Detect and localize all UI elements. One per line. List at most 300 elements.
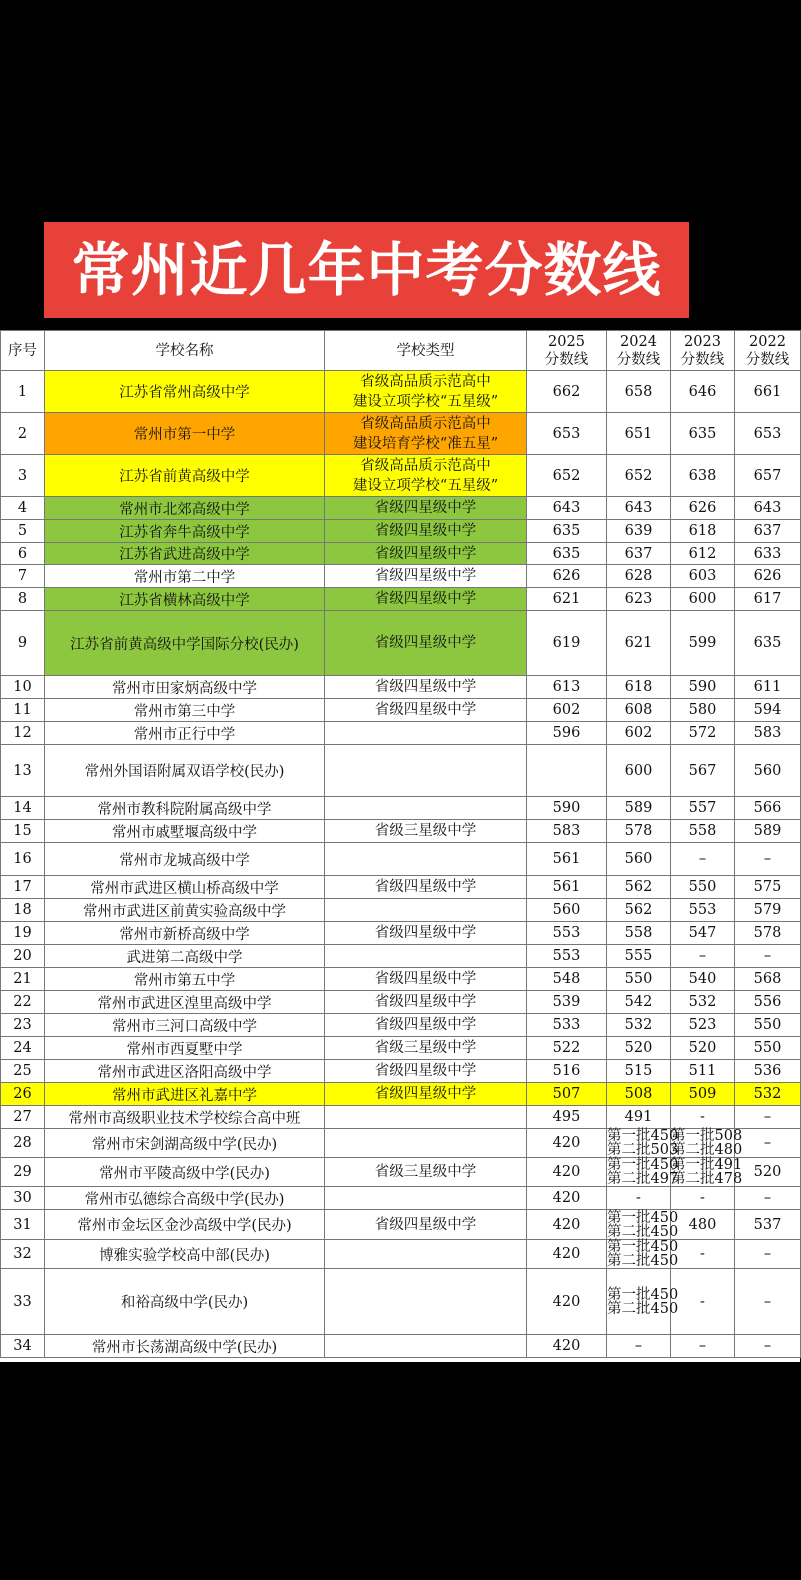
score-y2025: 653: [527, 413, 607, 455]
school-type-cell: [325, 820, 527, 843]
school-name-cell: 常州市武进区横山桥高级中学: [45, 876, 325, 899]
score-y2022: 637: [735, 520, 801, 543]
score-y2022: –: [735, 1187, 801, 1210]
row-number: 4: [1, 497, 45, 520]
score-y2025: 561: [527, 843, 607, 876]
score-y2024: 628: [607, 565, 671, 588]
school-name-cell: 江苏省横林高级中学: [45, 588, 325, 611]
school-name-cell: 常州市宋剑湖高级中学(民办): [45, 1129, 325, 1158]
score-y2025: 420: [527, 1187, 607, 1210]
school-type-cell: [325, 1129, 527, 1158]
school-name-cell: 常州市平陵高级中学(民办): [45, 1158, 325, 1187]
header-school: 学校名称: [45, 331, 325, 371]
row-number: 3: [1, 455, 45, 497]
school-type-cell: [325, 843, 527, 876]
row-number: 10: [1, 676, 45, 699]
school-type-line: 建设培育学校“准五星”: [352, 435, 499, 452]
school-name-cell: 常州市长荡湖高级中学(民办): [45, 1335, 325, 1358]
score-y2022: 520: [735, 1158, 801, 1187]
table-row: [1, 1240, 801, 1269]
table-row: [1, 611, 801, 676]
row-number: 29: [1, 1158, 45, 1187]
row-number: 13: [1, 745, 45, 797]
table-row: [1, 1129, 801, 1158]
table-row: [1, 1014, 801, 1037]
table-row: [1, 968, 801, 991]
school-type-cell: [325, 1240, 527, 1269]
school-type-cell: [325, 745, 527, 797]
school-type-cell: [325, 520, 527, 543]
table-row: [1, 1060, 801, 1083]
row-number: 9: [1, 611, 45, 676]
score-y2025: 420: [527, 1158, 607, 1187]
batch-score: 第二批497: [607, 1171, 679, 1187]
school-name-cell: 常州市武进区前黄实验高级中学: [45, 899, 325, 922]
header-2025: 2025 分数线: [527, 331, 607, 371]
batch-score: 第一批508: [671, 1128, 743, 1144]
score-y2024: 639: [607, 520, 671, 543]
row-number: 14: [1, 797, 45, 820]
school-type-line: 省级四星级中学: [374, 635, 477, 651]
score-y2024: 658: [607, 371, 671, 413]
school-type-line: 省级四星级中学: [374, 994, 477, 1010]
school-type-cell: [325, 968, 527, 991]
row-number: 20: [1, 945, 45, 968]
row-number: 1: [1, 371, 45, 413]
score-y2025: 602: [527, 699, 607, 722]
score-y2024: 621: [607, 611, 671, 676]
score-y2023: 558: [671, 820, 735, 843]
score-y2024: [607, 1157, 679, 1187]
row-number: 33: [1, 1269, 45, 1335]
school-type-cell: [325, 922, 527, 945]
score-y2025: 619: [527, 611, 607, 676]
school-type-cell: [325, 1269, 527, 1335]
score-y2024: –: [607, 1335, 671, 1358]
school-type-line: 省级三星级中学: [374, 1040, 477, 1056]
batch-score: 第二批450: [607, 1300, 679, 1317]
school-name-cell: 常州市龙城高级中学: [45, 843, 325, 876]
table-row: [1, 699, 801, 722]
school-name-cell: 江苏省奔牛高级中学: [45, 520, 325, 543]
score-y2025: 621: [527, 588, 607, 611]
row-number: 17: [1, 876, 45, 899]
score-y2024: 562: [607, 899, 671, 922]
batch-score: 第二批478: [671, 1171, 743, 1187]
score-y2023: 547: [671, 922, 735, 945]
score-y2022: 626: [735, 565, 801, 588]
score-y2022: –: [735, 1106, 801, 1129]
score-y2023: 646: [671, 371, 735, 413]
school-type-cell: [325, 565, 527, 588]
table-row: [1, 1335, 801, 1358]
score-y2023: 550: [671, 876, 735, 899]
school-type-line: 省级高品质示范高中: [360, 457, 491, 474]
school-name-cell: 常州市武进区湟里高级中学: [45, 991, 325, 1014]
score-y2022: 537: [735, 1210, 801, 1240]
row-number: 31: [1, 1210, 45, 1240]
score-y2024: 602: [607, 722, 671, 745]
score-y2025: 662: [527, 371, 607, 413]
row-number: 32: [1, 1240, 45, 1269]
table-row: [1, 1210, 801, 1240]
school-name-cell: 江苏省前黄高级中学: [45, 455, 325, 497]
score-y2025: 613: [527, 676, 607, 699]
school-type-cell: [325, 497, 527, 520]
header-no: 序号: [1, 331, 45, 371]
table-row: [1, 520, 801, 543]
score-y2025: 560: [527, 899, 607, 922]
score-y2025: 507: [527, 1083, 607, 1106]
school-type-cell: [325, 1335, 527, 1358]
score-y2023: 572: [671, 722, 735, 745]
school-name-cell: 常州市田家炳高级中学: [45, 676, 325, 699]
score-y2023: 600: [671, 588, 735, 611]
header-type: 学校类型: [325, 331, 527, 371]
score-y2024: 589: [607, 797, 671, 820]
score-y2025: 539: [527, 991, 607, 1014]
school-name-cell: 常州市新桥高级中学: [45, 922, 325, 945]
school-type-cell: [325, 611, 527, 676]
school-name-cell: 常州市武进区礼嘉中学: [45, 1083, 325, 1106]
score-y2022: –: [735, 1269, 801, 1335]
school-type-cell: [325, 588, 527, 611]
row-number: 5: [1, 520, 45, 543]
school-name-cell: 常州市高级职业技术学校综合高中班: [45, 1106, 325, 1129]
table-row: [1, 565, 801, 588]
score-y2022: 532: [735, 1083, 801, 1106]
school-type-cell: [325, 413, 527, 455]
table-row: [1, 497, 801, 520]
score-y2025: 553: [527, 922, 607, 945]
row-number: 21: [1, 968, 45, 991]
score-y2024: 532: [607, 1014, 671, 1037]
score-y2023: 567: [671, 745, 735, 797]
school-type-line: 省级四星级中学: [374, 1216, 477, 1233]
school-name-cell: 江苏省前黄高级中学国际分校(民办): [45, 611, 325, 676]
score-y2023: -: [671, 1187, 735, 1210]
score-y2024: 520: [607, 1037, 671, 1060]
school-name-cell: 常州市北郊高级中学: [45, 497, 325, 520]
score-y2025: 420: [527, 1129, 607, 1158]
score-y2024: 491: [607, 1106, 671, 1129]
score-y2025: 596: [527, 722, 607, 745]
school-type-line: 省级四星级中学: [374, 591, 477, 607]
score-y2022: 536: [735, 1060, 801, 1083]
batch-score: 第二批450: [607, 1223, 679, 1240]
batch-score: 第一批450: [607, 1209, 679, 1226]
score-y2022: 579: [735, 899, 801, 922]
school-type-cell: [325, 1060, 527, 1083]
school-type-cell: [325, 722, 527, 745]
row-number: 30: [1, 1187, 45, 1210]
school-type-cell: [325, 676, 527, 699]
school-type-line: 省级四星级中学: [374, 925, 477, 941]
table-row: [1, 676, 801, 699]
score-y2023: 480: [671, 1210, 735, 1240]
score-y2024: 600: [607, 745, 671, 797]
score-y2024: 578: [607, 820, 671, 843]
school-type-cell: [325, 371, 527, 413]
score-y2023: 532: [671, 991, 735, 1014]
score-y2022: –: [735, 1335, 801, 1358]
table-row: [1, 876, 801, 899]
score-y2025: 420: [527, 1210, 607, 1240]
score-y2022: 556: [735, 991, 801, 1014]
score-y2023: [671, 1128, 743, 1158]
school-type-cell: [325, 1106, 527, 1129]
school-type-line: 省级四星级中学: [374, 523, 477, 539]
row-number: 26: [1, 1083, 45, 1106]
score-y2023: -: [671, 1106, 735, 1129]
score-y2023: 638: [671, 455, 735, 497]
score-y2023: 599: [671, 611, 735, 676]
score-y2025: 583: [527, 820, 607, 843]
row-number: 22: [1, 991, 45, 1014]
score-y2023: -: [671, 1240, 735, 1269]
school-type-line: 省级四星级中学: [374, 500, 477, 516]
batch-score: 第二批450: [607, 1253, 679, 1269]
score-y2023: 557: [671, 797, 735, 820]
score-y2024: [607, 1128, 679, 1158]
score-y2024: 560: [607, 843, 671, 876]
school-type-line: 省级四星级中学: [374, 879, 477, 895]
score-y2025: 561: [527, 876, 607, 899]
school-type-line: 建设立项学校“五星级”: [352, 393, 499, 410]
batch-score: 第一批450: [607, 1286, 679, 1303]
score-y2024: 562: [607, 876, 671, 899]
score-y2024: [607, 1209, 679, 1240]
header-2022: 2022 分数线: [735, 331, 801, 371]
score-y2022: 617: [735, 588, 801, 611]
batch-score: 第一批491: [671, 1157, 743, 1173]
row-number: 15: [1, 820, 45, 843]
score-y2022: 560: [735, 745, 801, 797]
score-y2022: 594: [735, 699, 801, 722]
header-row: [1, 331, 801, 371]
school-type-line: 省级四星级中学: [374, 971, 477, 987]
score-y2025: 548: [527, 968, 607, 991]
school-type-line: 省级高品质示范高中: [360, 373, 491, 390]
school-name-cell: 常州市西夏墅中学: [45, 1037, 325, 1060]
school-type-line: 省级高品质示范高中: [360, 415, 491, 432]
score-y2023: 523: [671, 1014, 735, 1037]
table-row: [1, 455, 801, 497]
school-type-line: 省级三星级中学: [374, 1164, 477, 1180]
score-y2024: -: [607, 1187, 671, 1210]
score-y2023: 509: [671, 1083, 735, 1106]
table-row: [1, 722, 801, 745]
table-row: [1, 843, 801, 876]
score-y2023: 590: [671, 676, 735, 699]
score-y2023: 553: [671, 899, 735, 922]
score-y2025: 420: [527, 1240, 607, 1269]
school-name-cell: 常州市第五中学: [45, 968, 325, 991]
score-y2023: 626: [671, 497, 735, 520]
score-y2025: 420: [527, 1335, 607, 1358]
score-y2025: 516: [527, 1060, 607, 1083]
score-y2024: 542: [607, 991, 671, 1014]
score-y2023: 612: [671, 543, 735, 565]
school-name-cell: 武进第二高级中学: [45, 945, 325, 968]
school-type-line: 省级三星级中学: [374, 823, 477, 839]
score-y2024: 608: [607, 699, 671, 722]
score-y2022: 568: [735, 968, 801, 991]
score-y2022: –: [735, 1129, 801, 1158]
school-name-cell: 常州市第二中学: [45, 565, 325, 588]
school-type-line: 省级四星级中学: [374, 1017, 477, 1033]
school-type-cell: [325, 1037, 527, 1060]
page-title: 常州近几年中考分数线: [44, 222, 689, 318]
school-type-cell: [325, 876, 527, 899]
row-number: 19: [1, 922, 45, 945]
school-type-cell: [325, 1210, 527, 1240]
score-y2023: –: [671, 843, 735, 876]
score-y2022: 633: [735, 543, 801, 565]
row-number: 34: [1, 1335, 45, 1358]
score-y2025: 643: [527, 497, 607, 520]
table-row: [1, 543, 801, 565]
school-name-cell: 常州市教科院附属高级中学: [45, 797, 325, 820]
school-name-cell: 江苏省武进高级中学: [45, 543, 325, 565]
school-name-cell: 常州市三河口高级中学: [45, 1014, 325, 1037]
header-2023: 2023 分数线: [671, 331, 735, 371]
row-number: 24: [1, 1037, 45, 1060]
table-row: [1, 1037, 801, 1060]
score-y2022: –: [735, 945, 801, 968]
school-name-cell: 和裕高级中学(民办): [45, 1269, 325, 1335]
school-name-cell: 常州市正行中学: [45, 722, 325, 745]
school-type-cell: [325, 1158, 527, 1187]
table-row: [1, 945, 801, 968]
school-type-cell: [325, 991, 527, 1014]
school-name-cell: 常州市第三中学: [45, 699, 325, 722]
school-type-cell: [325, 899, 527, 922]
score-y2022: 550: [735, 1037, 801, 1060]
school-type-line: 省级四星级中学: [374, 568, 477, 584]
score-y2024: 651: [607, 413, 671, 455]
school-name-cell: 常州市金坛区金沙高级中学(民办): [45, 1210, 325, 1240]
table-row: [1, 991, 801, 1014]
score-y2025: 652: [527, 455, 607, 497]
score-y2022: 643: [735, 497, 801, 520]
school-name-cell: 博雅实验学校高中部(民办): [45, 1240, 325, 1269]
table-row: [1, 1187, 801, 1210]
school-type-cell: [325, 543, 527, 565]
score-y2023: –: [671, 945, 735, 968]
score-y2022: –: [735, 1240, 801, 1269]
batch-score: 第一批450: [607, 1128, 679, 1144]
score-y2023: 603: [671, 565, 735, 588]
score-y2023: 511: [671, 1060, 735, 1083]
school-type-cell: [325, 1083, 527, 1106]
school-type-cell: [325, 699, 527, 722]
table-row: [1, 797, 801, 820]
table-row: [1, 899, 801, 922]
school-name-cell: 常州市戚墅堰高级中学: [45, 820, 325, 843]
batch-score: 第二批503: [607, 1142, 679, 1158]
row-number: 27: [1, 1106, 45, 1129]
school-type-line: 省级四星级中学: [374, 702, 477, 718]
score-y2022: 575: [735, 876, 801, 899]
batch-score: 第二批480: [671, 1142, 743, 1158]
row-number: 28: [1, 1129, 45, 1158]
score-y2025: 495: [527, 1106, 607, 1129]
score-y2024: 652: [607, 455, 671, 497]
school-name-cell: 常州市第一中学: [45, 413, 325, 455]
score-y2024: [607, 1269, 679, 1335]
table-row: [1, 588, 801, 611]
row-number: 12: [1, 722, 45, 745]
score-y2024: 618: [607, 676, 671, 699]
row-number: 8: [1, 588, 45, 611]
school-name-cell: 常州市弘德综合高级中学(民办): [45, 1187, 325, 1210]
table-row: [1, 820, 801, 843]
score-y2024: 555: [607, 945, 671, 968]
school-type-cell: [325, 797, 527, 820]
score-table-sheet: [0, 330, 800, 1362]
score-y2022: 566: [735, 797, 801, 820]
row-number: 7: [1, 565, 45, 588]
score-y2025: 635: [527, 543, 607, 565]
school-type-line: 省级四星级中学: [374, 1086, 477, 1102]
school-type-line: 省级四星级中学: [374, 1063, 477, 1079]
batch-score: 第一批450: [607, 1157, 679, 1173]
score-y2024: 643: [607, 497, 671, 520]
score-y2025: 533: [527, 1014, 607, 1037]
score-y2025: 420: [527, 1269, 607, 1335]
score-y2024: 508: [607, 1083, 671, 1106]
score-y2025: 522: [527, 1037, 607, 1060]
table-row: [1, 1106, 801, 1129]
table-row: [1, 371, 801, 413]
score-y2025: 590: [527, 797, 607, 820]
score-y2024: 550: [607, 968, 671, 991]
score-y2022: 578: [735, 922, 801, 945]
row-number: 2: [1, 413, 45, 455]
score-y2023: –: [671, 1335, 735, 1358]
table-row: [1, 1269, 801, 1335]
row-number: 25: [1, 1060, 45, 1083]
score-y2024: 637: [607, 543, 671, 565]
score-y2023: -: [671, 1269, 735, 1335]
school-type-cell: [325, 945, 527, 968]
table-row: [1, 1158, 801, 1187]
score-y2023: 618: [671, 520, 735, 543]
school-name-cell: 江苏省常州高级中学: [45, 371, 325, 413]
score-y2022: –: [735, 843, 801, 876]
row-number: 18: [1, 899, 45, 922]
school-name-cell: 常州市武进区洛阳高级中学: [45, 1060, 325, 1083]
table-row: [1, 1083, 801, 1106]
score-y2025: 635: [527, 520, 607, 543]
score-y2024: 558: [607, 922, 671, 945]
score-y2022: 635: [735, 611, 801, 676]
score-y2025: 553: [527, 945, 607, 968]
school-type-cell: [325, 1187, 527, 1210]
score-y2023: 540: [671, 968, 735, 991]
score-y2023: 635: [671, 413, 735, 455]
score-y2024: [607, 1239, 679, 1269]
score-y2023: 520: [671, 1037, 735, 1060]
row-number: 11: [1, 699, 45, 722]
batch-score: 第一批450: [607, 1239, 679, 1255]
row-number: 23: [1, 1014, 45, 1037]
score-table: [0, 330, 801, 1358]
school-type-cell: [325, 1014, 527, 1037]
score-y2022: 661: [735, 371, 801, 413]
row-number: 6: [1, 543, 45, 565]
